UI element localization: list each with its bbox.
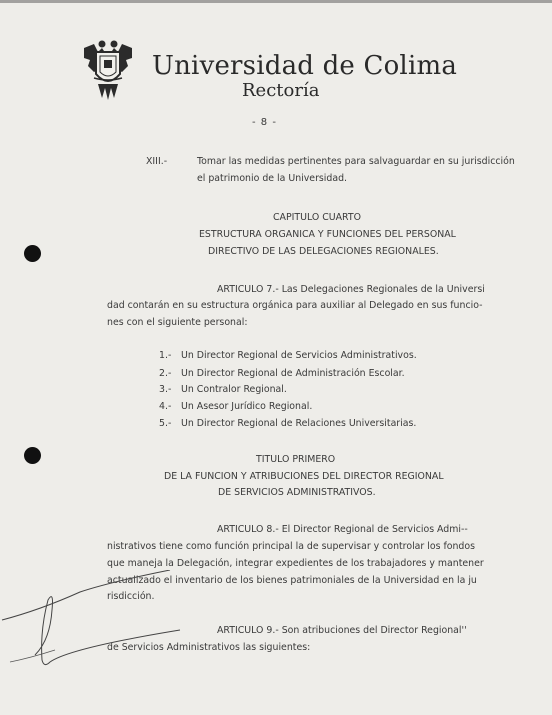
article-8-line-2: nistrativos tiene como función principal la de supervisar y controlar los fondos	[107, 541, 476, 552]
list-item: Un Contralor Regional.	[181, 384, 287, 395]
article-8-line-1: ARTICULO 8.- El Director Regional de Servicios Admi--	[217, 524, 468, 535]
article-8-line-5: risdicción.	[107, 591, 155, 602]
list-item: Un Director Regional de Administración Escolar.	[181, 368, 405, 379]
university-eagle-emblem-icon	[80, 38, 136, 102]
article-9-line-2: de Servicios Administrativos las siguientes:	[107, 642, 311, 653]
institution-name: Universidad de Colima	[152, 51, 458, 81]
item-xiii-line-2: el patrimonio de la Universidad.	[197, 173, 348, 184]
list-item-number: 1.-	[159, 350, 172, 361]
chapter-heading-line-2: DIRECTIVO DE LAS DELEGACIONES REGIONALES.	[208, 246, 439, 257]
article-8-line-3: que maneja la Delegación, integrar expedientes de los trabajadores y mantener	[107, 558, 484, 569]
list-item-number: 2.-	[159, 368, 172, 379]
article-7-line-2: dad contarán en su estructura orgánica para auxiliar al Delegado en sus funcio-	[107, 300, 483, 311]
list-item-number: 5.-	[159, 418, 172, 429]
item-xiii-number: XIII.-	[146, 156, 168, 167]
article-9-line-1: ARTICULO 9.- Son atribuciones del Director Regional''	[217, 625, 467, 636]
title-heading-line-1: DE LA FUNCION Y ATRIBUCIONES DEL DIRECTOR REGIONAL	[164, 471, 444, 482]
binder-hole	[24, 447, 41, 464]
binder-hole	[24, 245, 41, 262]
list-item-number: 3.-	[159, 384, 172, 395]
item-xiii-line-1: Tomar las medidas pertinentes para salvaguardar en su jurisdicción	[197, 156, 515, 167]
list-item: Un Director Regional de Servicios Administrativos.	[181, 350, 417, 361]
list-item-number: 4.-	[159, 401, 172, 412]
article-7-line-3: nes con el siguiente personal:	[107, 317, 248, 328]
title-heading-line-2: DE SERVICIOS ADMINISTRATIVOS.	[218, 487, 376, 498]
chapter-title: CAPITULO CUARTO	[273, 212, 361, 223]
title-primero: TITULO PRIMERO	[256, 454, 336, 465]
chapter-heading-line-1: ESTRUCTURA ORGANICA Y FUNCIONES DEL PERSONAL	[199, 229, 456, 240]
list-item: Un Asesor Jurídico Regional.	[181, 401, 313, 412]
office-name: Rectoría	[242, 80, 320, 101]
article-8-line-4: actualizado el inventario de los bienes patrimoniales de la Universidad en la ju	[107, 575, 477, 586]
handwritten-signature	[0, 570, 200, 670]
page-number: - 8 -	[252, 117, 277, 128]
list-item: Un Director Regional de Relaciones Universitarias.	[181, 418, 417, 429]
top-edge-line	[0, 0, 552, 3]
article-7-line-1: ARTICULO 7.- Las Delegaciones Regionales de la Universi	[217, 284, 485, 295]
